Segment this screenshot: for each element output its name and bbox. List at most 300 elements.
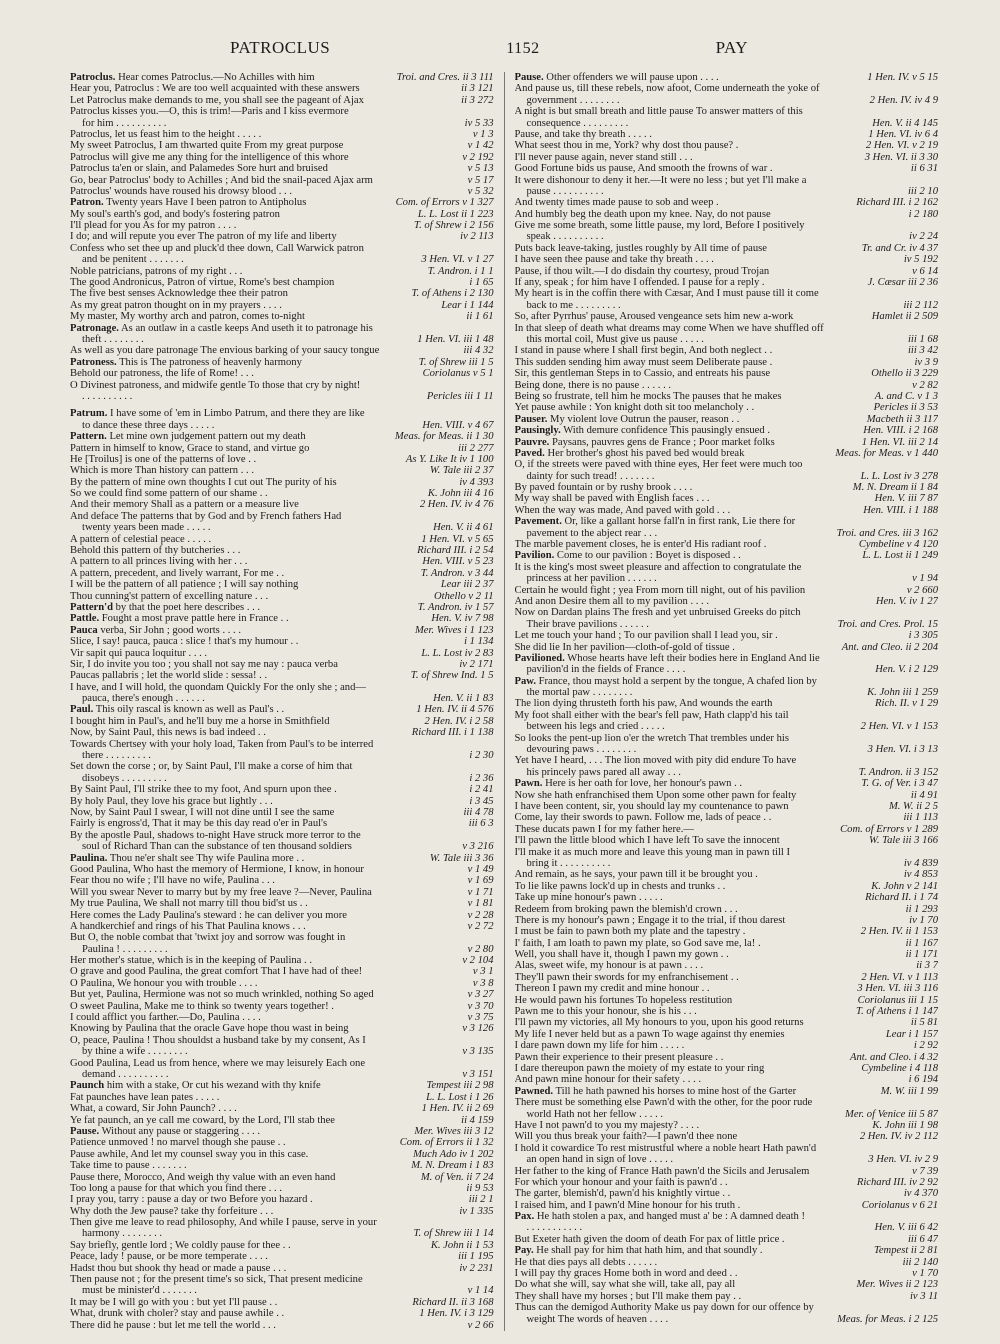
citation: iii 2 1 xyxy=(468,1194,494,1206)
headword: Pawned. xyxy=(514,1085,554,1097)
entry-line xyxy=(70,978,494,989)
quotation: to dance these three days . . . . . xyxy=(82,419,215,431)
citation: Hen. VIII. i 1 188 xyxy=(863,504,938,516)
entry-text xyxy=(515,619,832,630)
headword: Pauvre. xyxy=(514,436,550,448)
quotation: Patience unmoved ! no marvel though she pause . . xyxy=(70,1137,286,1149)
citation: L. L. Lost iv 3 278 xyxy=(860,470,938,482)
entry-line xyxy=(70,186,494,197)
entry-line xyxy=(70,1069,494,1080)
entry-line xyxy=(515,1257,939,1268)
citation: K. John iii 1 98 xyxy=(872,1119,938,1131)
headword: Pawn. xyxy=(514,778,543,790)
quotation: Fear thou no wife ; I'll have no wife, Paulina . . . xyxy=(70,875,275,887)
quotation: Whose hearts have left their bodies here in England And lie xyxy=(567,652,820,664)
entry-text xyxy=(515,767,853,778)
entry-line xyxy=(70,750,494,761)
citation: ii 1 167 xyxy=(905,937,938,949)
entry-line xyxy=(70,83,494,94)
entry-line xyxy=(70,1160,494,1171)
entry-line xyxy=(515,95,939,106)
quotation: an open hand in sign of love . . . . . xyxy=(526,1154,674,1166)
quotation: By the pattern of mine own thoughts I cut out The purity of his xyxy=(70,476,337,488)
entry-text xyxy=(515,1291,904,1302)
citation: Othello ii 3 229 xyxy=(871,368,938,380)
citation: v 1 70 xyxy=(912,1268,938,1280)
citation: Coriolanus v 5 1 xyxy=(422,368,494,380)
entry-text xyxy=(515,83,939,94)
entry-line xyxy=(515,847,939,858)
headword: Pavement. xyxy=(514,516,562,528)
citation: T. of Shrew iii 1 5 xyxy=(418,356,494,368)
entry-text xyxy=(70,209,412,220)
entry-line xyxy=(70,1206,494,1217)
citation: i 2 180 xyxy=(908,208,938,220)
quotation: Certain he would fight ; yea From morn till night, out of his pavilion xyxy=(514,584,806,596)
quotation: So looks the pent-up lion o'er the wretch That trembles under his xyxy=(514,732,789,744)
entry-text xyxy=(70,323,494,334)
citation: v 1 14 xyxy=(467,1285,494,1297)
entry-line xyxy=(70,1183,494,1194)
quotation: I have been content, sir, you should lay my countenance to pawn xyxy=(514,801,789,812)
quotation: verba, Sir John ; good worts . . . . xyxy=(100,624,241,636)
entry-line xyxy=(515,163,939,174)
entry-text xyxy=(70,1001,462,1012)
quotation: This is The patroness of heavenly harmony xyxy=(119,356,302,368)
citation: 1 Hen. VI. iv 6 4 xyxy=(868,128,938,140)
entry-line xyxy=(70,477,494,488)
quotation: Twenty years Have I been patron to Antipholus xyxy=(106,197,307,209)
headword: Pattle. xyxy=(70,613,100,625)
quotation: Say briefly, gentle lord ; We coldly pause for thee . . xyxy=(70,1239,291,1251)
entry-line xyxy=(70,921,494,932)
entry-text xyxy=(70,989,462,1000)
citation: iv 5 192 xyxy=(903,254,938,266)
quotation: O, peace, Paulina ! Thou shouldst a husband take by my consent, As I xyxy=(70,1034,366,1046)
quotation: Go, bear Patroclus' body to Achilles ; And bid the snail-paced Ajax arm xyxy=(70,174,373,186)
quotation: It is the king's most sweet pleasure and affection to congratulate the xyxy=(514,561,802,573)
quotation: O grave and good Paulina, the great comfort That I have had of thee! xyxy=(70,966,363,978)
entry-text xyxy=(70,1263,453,1274)
citation: v 1 69 xyxy=(467,875,494,887)
entry-line xyxy=(70,1137,494,1148)
quotation: Or, like a gallant horse fall'n in first rank, Lie there for xyxy=(564,516,796,528)
entry-text xyxy=(515,938,900,949)
citation: Mer. Wives ii 2 123 xyxy=(856,1279,938,1291)
entry-text xyxy=(515,1166,907,1177)
citation: Coriolanus v 6 21 xyxy=(861,1199,938,1211)
entry-text xyxy=(515,778,856,789)
quotation: To lie like pawns lock'd up in chests and trunks . . xyxy=(514,880,726,892)
citation: Com. of Errors v 1 327 xyxy=(395,197,494,209)
entry-line xyxy=(515,254,939,265)
entry-text xyxy=(70,118,459,129)
entry-text xyxy=(515,1052,845,1063)
citation: iv 2 171 xyxy=(459,658,494,670)
entry-line xyxy=(515,642,939,653)
quotation: He shall pay for him that hath him, and that soundly . xyxy=(536,1245,763,1257)
entry-text xyxy=(70,72,391,83)
entry-line xyxy=(515,493,939,504)
entry-text xyxy=(70,966,467,977)
entry-line xyxy=(70,380,494,391)
entry-text xyxy=(70,932,494,943)
entry-text xyxy=(515,1086,875,1097)
quotation: A night is but small breath and little pause To answer matters of this xyxy=(514,106,803,118)
entry-text xyxy=(515,596,870,607)
headword: Patrum. xyxy=(70,408,108,420)
entry-line xyxy=(70,1263,494,1274)
entry-text xyxy=(70,197,390,208)
citation: 3 Hen. VI. iii 3 116 xyxy=(857,983,938,995)
entry-text xyxy=(70,682,494,693)
citation: T. Andron. i 1 1 xyxy=(427,265,494,277)
citation: v 1 71 xyxy=(467,886,494,898)
citation: Rich. II. v 1 29 xyxy=(875,698,938,710)
entry-line xyxy=(70,345,494,356)
entry-line xyxy=(515,585,939,596)
quotation: The five best senses Acknowledge thee their patron xyxy=(70,288,288,300)
entry-line xyxy=(70,522,494,533)
entry-text xyxy=(515,528,831,539)
quotation: And remain, as he says, your pawn till it be brought you . xyxy=(514,869,758,881)
entry-line xyxy=(70,163,494,174)
entry-text xyxy=(70,704,410,715)
quotation: Other offenders we will pause upon . . . . xyxy=(546,72,719,83)
quotation: Pawn me to this your honour, she is his . . . xyxy=(514,1006,697,1018)
citation: iv 1 335 xyxy=(459,1205,494,1217)
entry-text xyxy=(515,1120,867,1131)
citation: Hen. V. ii 4 145 xyxy=(872,117,938,129)
entry-line xyxy=(515,288,939,299)
citation: 2 Hen. IV. ii 1 153 xyxy=(860,926,938,938)
quotation: Peace, lady ! pause, or be more temperate . . . . xyxy=(70,1251,268,1263)
quotation: Pause awhile, And let my counsel sway you in this case. xyxy=(70,1148,309,1160)
entry-text xyxy=(515,448,830,459)
entry-text xyxy=(70,1115,455,1126)
entry-line xyxy=(70,625,494,636)
entry-line xyxy=(70,511,494,522)
quotation: And their memory Shall as a pattern or a measure live xyxy=(70,499,299,511)
entry-text xyxy=(70,1046,456,1057)
quotation: I hold it cowardice To rest mistrustful where a noble heart Hath pawn'd xyxy=(514,1142,817,1154)
citation: iii 2 140 xyxy=(902,1256,938,1268)
quotation: These ducats pawn I for my father here.— xyxy=(514,823,694,835)
entry-line xyxy=(70,704,494,715)
entry-line xyxy=(515,482,939,493)
entry-text xyxy=(515,380,907,391)
entry-text xyxy=(515,1234,902,1245)
citation: Meas. for Meas. i 2 125 xyxy=(837,1313,938,1325)
quotation: back to me . . . . . . . . . xyxy=(526,299,621,311)
entry-line xyxy=(70,534,494,545)
citation: Hen. VIII. v 4 67 xyxy=(422,419,494,431)
quotation: And pawn mine honour for their safety . . . . xyxy=(514,1074,702,1086)
entry-text xyxy=(70,761,494,772)
citation: 2 Hen. IV. iv 4 9 xyxy=(869,94,938,106)
entry-line xyxy=(70,773,494,784)
header-right-word: PAY xyxy=(715,38,748,57)
entry-text xyxy=(515,904,900,915)
citation: iv 4 853 xyxy=(903,869,938,881)
entry-text xyxy=(70,1251,452,1262)
entry-line xyxy=(515,152,939,163)
citation: W. Tale iii 2 37 xyxy=(429,465,494,477)
entry-line xyxy=(70,1297,494,1308)
quotation: world Hath not her fellow . . . . . xyxy=(526,1108,664,1120)
quotation: What seest thou in me, York? why dost thou pause? . xyxy=(514,140,739,152)
citation: iii 2 112 xyxy=(903,299,938,311)
entry-text xyxy=(70,300,435,311)
entry-text xyxy=(70,648,415,659)
quotation: Will you swear Never to marry but by my free leave ?—Never, Paulina xyxy=(70,886,372,898)
quotation: As well as you dare patronage The envious barking of your saucy tongue xyxy=(70,345,380,357)
entry-line xyxy=(515,1109,939,1120)
quotation: My violent love Outrun the pauser, reason . . xyxy=(550,413,740,425)
headword: Patroclus. xyxy=(70,72,116,83)
headword: Patronage. xyxy=(70,322,119,334)
entry-line xyxy=(515,1017,939,1028)
quotation: by that the poet here describes . . . xyxy=(115,601,261,613)
quotation: and be penitent . . . . . . . xyxy=(82,254,184,266)
citation: Much Ado iv 1 202 xyxy=(413,1148,494,1160)
citation: Troi. and Cres. iii 3 162 xyxy=(836,527,938,539)
quotation: Her mother's statue, which is in the keeping of Paulina . . xyxy=(70,955,312,967)
entry-line xyxy=(70,420,494,431)
entry-line xyxy=(70,209,494,220)
entry-text xyxy=(515,437,856,448)
entry-line xyxy=(70,243,494,254)
quotation: Towards Chertsey with your holy load, Taken from Paul's to be interred xyxy=(70,738,374,750)
quotation: devouring paws . . . . . . . . xyxy=(526,744,637,756)
headword: Pause. xyxy=(514,72,544,83)
entry-line xyxy=(70,311,494,322)
entry-text xyxy=(515,801,883,812)
headword: Pauca xyxy=(70,624,98,636)
citation: K. John ii 1 53 xyxy=(430,1239,494,1251)
entry-text xyxy=(70,1160,405,1171)
quotation: Paulina ! . . . . . . . . . xyxy=(82,943,168,955)
entry-text xyxy=(70,1103,416,1114)
quotation: O sweet Paulina, Make me to think so twenty years together! . xyxy=(70,1000,334,1012)
citation: A. and C. v 1 3 xyxy=(874,390,938,402)
quotation: Let mine own judgement pattern out my death xyxy=(109,431,306,443)
entry-line xyxy=(515,710,939,721)
entry-line xyxy=(515,528,939,539)
quotation: Let me touch your hand ; To our pavilion shall I lead you, sir . xyxy=(514,630,778,642)
entry-line xyxy=(515,186,939,197)
citation: T. Andron. iv 1 57 xyxy=(417,601,494,613)
entry-line xyxy=(70,613,494,624)
quotation: I'll plead for you As for my patron . . . . xyxy=(70,220,237,232)
citation: v 2 82 xyxy=(912,379,938,391)
citation: T. of Shrew i 2 156 xyxy=(414,220,494,232)
entry-text xyxy=(515,220,939,231)
quotation: So we could find some pattern of our shame . . xyxy=(70,488,268,500)
entry-text xyxy=(515,755,939,766)
citation: iv 5 33 xyxy=(464,117,494,129)
entry-line xyxy=(70,254,494,265)
entry-line xyxy=(515,1188,939,1199)
citation: iii 2 10 xyxy=(907,185,938,197)
entry-line xyxy=(70,1046,494,1057)
quotation: Which is more Than history can pattern . . . xyxy=(70,465,254,477)
citation: 2 Hen. IV. i 2 58 xyxy=(424,715,494,727)
page-number: 1152 xyxy=(506,40,540,57)
entry-text xyxy=(515,277,862,288)
quotation: . . . . . . . . . . xyxy=(82,390,133,402)
quotation: Then give me leave to read philosophy, And while I pause, serve in your xyxy=(70,1217,377,1229)
entry-line xyxy=(515,607,939,618)
citation: v 1 3 xyxy=(472,128,494,140)
entry-text xyxy=(70,311,460,322)
entry-line xyxy=(70,602,494,613)
quotation: Paucas pallabris ; let the world slide : sessa! . . xyxy=(70,670,268,682)
entry-line xyxy=(70,1251,494,1262)
entry-text xyxy=(70,875,462,886)
entry-text xyxy=(70,1285,462,1296)
entry-text xyxy=(70,420,416,431)
quotation: Thereon I pawn my credit and mine honour . . xyxy=(514,983,710,995)
quotation: I bought him in Paul's, and he'll buy me a horse in Smithfield xyxy=(70,715,330,727)
citation: ii 3 272 xyxy=(461,94,494,106)
entry-text xyxy=(70,636,458,647)
citation: i 3 305 xyxy=(908,630,938,642)
entry-line xyxy=(515,1291,939,1302)
citation: T. G. of Ver. i 3 47 xyxy=(861,778,938,790)
entry-line xyxy=(515,904,939,915)
entry-text xyxy=(515,1188,898,1199)
citation: i 2 36 xyxy=(469,772,494,784)
entry-line xyxy=(70,231,494,242)
citation: v 3 216 xyxy=(462,841,494,853)
quotation: A pattern of celestial peace . . . . . xyxy=(70,533,212,545)
citation: 2 Hen. VI. v 1 113 xyxy=(861,971,938,983)
entry-line xyxy=(515,915,939,926)
citation: v 5 17 xyxy=(467,174,494,186)
entry-text xyxy=(515,1143,939,1154)
entry-text xyxy=(70,1274,494,1285)
citation: 3 Hen. VI. v 1 27 xyxy=(421,254,494,266)
citation: Meas. for Meas. v 1 440 xyxy=(835,447,938,459)
entry-line xyxy=(515,391,939,402)
citation: Mer. Wives i 1 123 xyxy=(414,624,494,636)
quotation: pavilion'd in the fields of France . . . . xyxy=(526,664,686,676)
headword: Paulina. xyxy=(70,852,108,864)
headword: Pax. xyxy=(514,1211,535,1223)
entry-line xyxy=(515,539,939,550)
quotation: between his legs and cried . . . . . xyxy=(526,721,665,733)
entry-text xyxy=(515,1006,850,1017)
quotation: Her father to the king of France Hath pawn'd the Sicils and Jerusalem xyxy=(514,1165,810,1177)
quotation: Yet have I heard, . . . The lion moved with pity did endure To have xyxy=(514,755,797,767)
entry-line xyxy=(515,835,939,846)
quotation: dainty for such tread! . . . . . . . xyxy=(526,470,655,482)
entry-text xyxy=(70,95,455,106)
citation: v 3 1 xyxy=(472,966,494,978)
entry-text xyxy=(70,1012,462,1023)
quotation: I will be the pattern of all patience ; I will say nothing xyxy=(70,579,299,591)
entry-line xyxy=(70,1126,494,1137)
quotation: Now, by Saint Paul, this news is bad indeed . . xyxy=(70,727,266,739)
entry-text xyxy=(70,345,457,356)
citation: M. N. Dream i 1 83 xyxy=(411,1160,494,1172)
quotation: Behold our patroness, the life of Rome! . . . xyxy=(70,368,254,380)
quotation: Let Patroclus make demands to me, you shall see the pageant of Ajax xyxy=(70,94,364,106)
page-header xyxy=(70,38,938,72)
entry-text xyxy=(515,368,866,379)
entry-text xyxy=(70,716,419,727)
citation: Coriolanus iii 1 15 xyxy=(857,994,938,1006)
quotation: Being done, there is no pause . . . . . . xyxy=(514,379,672,391)
entry-text xyxy=(70,220,408,231)
quotation: must be minister'd . . . . . . . xyxy=(82,1285,197,1297)
right-column xyxy=(505,72,939,1331)
entry-line xyxy=(515,972,939,983)
quotation: They shall have my horses ; but I'll make them pay . . xyxy=(514,1290,742,1302)
citation: M. of Ven. ii 7 24 xyxy=(420,1171,494,1183)
quotation: Patroclus ta'en or slain, and Palamedes Sore hurt and bruised xyxy=(70,163,328,175)
quotation: As my great patron thought on in my prayers . . . . xyxy=(70,299,282,311)
entry-text xyxy=(70,488,422,499)
entry-line xyxy=(70,966,494,977)
citation: v 3 70 xyxy=(467,1000,494,1012)
headword: Pause. xyxy=(70,1125,100,1137)
entry-line xyxy=(515,129,939,140)
quotation: Sir, this gentleman Steps in to Cassio, and entreats his pause xyxy=(514,368,771,380)
quotation: France, thou mayst hold a serpent by the tongue, A chafed lion by xyxy=(538,675,817,687)
quotation: What, drunk with choler? stay and pause awhile . . xyxy=(70,1308,285,1320)
entry-text xyxy=(515,835,864,846)
quotation: I pray you, tarry : pause a day or two Before you hazard . xyxy=(70,1194,313,1206)
quotation: This oily rascal is known as well as Paul's . . xyxy=(95,704,285,716)
entry-line xyxy=(515,630,939,641)
quotation: Slice, I say! pauca, pauca : slice ! that's my humour . . xyxy=(70,636,299,648)
citation: Hen. V. iii 7 87 xyxy=(874,493,938,505)
entry-line xyxy=(70,323,494,334)
entry-line xyxy=(515,1268,939,1279)
citation: v 7 39 xyxy=(912,1165,938,1177)
citation: W. Tale iii 3 166 xyxy=(869,835,938,847)
quotation: Have I not pawn'd to you my majesty? . . . . xyxy=(514,1119,700,1131)
quotation: Set down the corse ; or, by Saint Paul, I'll make a corse of him that xyxy=(70,761,353,773)
entry-text xyxy=(515,562,939,573)
entry-line xyxy=(70,277,494,288)
entry-text xyxy=(515,926,855,937)
citation: M. W. ii 2 5 xyxy=(888,801,938,812)
entry-line xyxy=(515,106,939,117)
quotation: Pause, if thou wilt.—I do disdain thy courtesy, proud Trojan xyxy=(514,265,770,277)
entry-line xyxy=(515,402,939,413)
entry-line xyxy=(515,573,939,584)
citation: v 1 49 xyxy=(467,863,494,875)
entry-text xyxy=(70,1240,425,1251)
entry-text xyxy=(70,1183,460,1194)
quotation: By the apostle Paul, shadows to-night Have struck more terror to the xyxy=(70,829,361,841)
quotation: The marble pavement closes, he is enter'd His radiant roof . xyxy=(514,539,767,551)
quotation: Sir, I do invite you too ; you shall not say me nay : pauca verba xyxy=(70,658,338,670)
quotation: There is my honour's pawn ; Engage it to the trial, if thou darest xyxy=(514,914,786,926)
quotation: The lion dying thrusteth forth his paw, And wounds the earth xyxy=(514,698,773,710)
quotation: He [Troilus] is one of the patterns of love . . xyxy=(70,453,257,465)
citation: v 2 80 xyxy=(467,943,494,955)
entry-line xyxy=(515,231,939,242)
citation: T. Andron. ii 3 152 xyxy=(858,766,938,778)
entry-text xyxy=(70,522,427,533)
citation: Tempest iii 2 98 xyxy=(426,1080,494,1092)
quotation: As an outlaw in a castle keeps And useth it to patronage his xyxy=(121,322,373,334)
headword: Paved. xyxy=(514,447,545,459)
